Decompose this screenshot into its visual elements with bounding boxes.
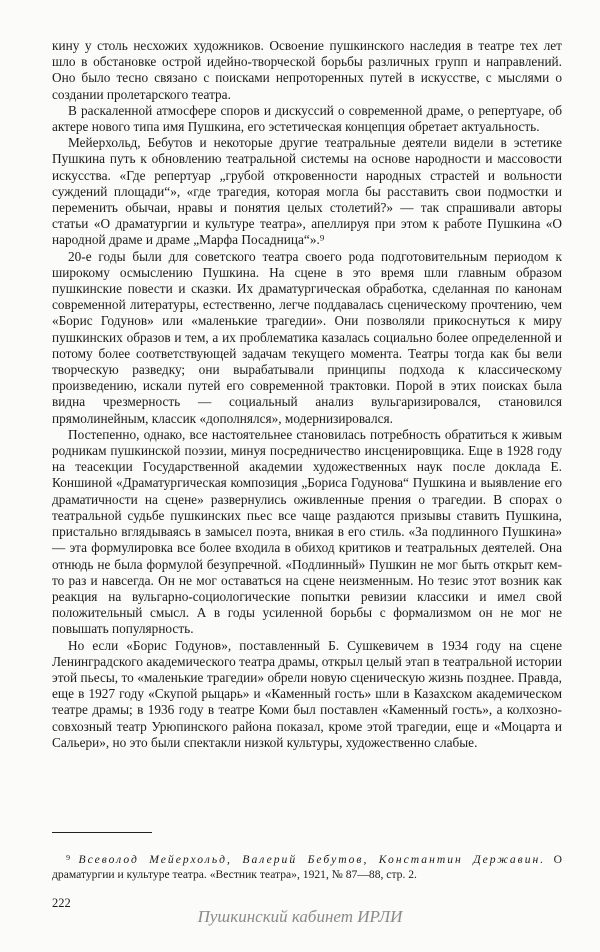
page-number: 222 xyxy=(52,896,71,910)
watermark: Пушкинский кабинет ИРЛИ xyxy=(197,907,403,926)
page-body xyxy=(52,38,562,751)
paragraph-3: Мейерхольд, Бебутов и некоторые другие театральные деятели видели в эстетике Пушкина путь к обновлению театральной системы на основе народности и массовости искусства. «Где репертуар „грубой откровенности народных страстей и вольности суждений площади“», «где трагедия, которая могла бы расставить свои подмостки и переменить обычаи, нравы и понятия целых столетий?» — так спрашивали авторы статьи «О драматургии и культуре театра», апеллируя при этом к работе Пушкина «О народной драме и драме „Марфа Посадница“».⁹ xyxy=(52,135,562,248)
footnote-authors: Всеволод Мейерхольд, Валерий Бебутов, Константин Державин. xyxy=(78,853,546,866)
paragraph-6: Но если «Борис Годунов», поставленный Б. Сушкевичем в 1934 году на сцене Ленинградского академического театра драмы, открыл целый этап в театральной истории этой пьесы, то «маленькие трагедии» обрели новую сценическую жизнь позднее. Правда, еще в 1927 году «Скупой рыцарь» и «Каменный гость» шли в Казахском академическом театре драмы; в 1936 году в театре Коми был поставлен «Каменный гость», а колхозно-совхозный театр Урюпинского района показал, кроме этой трагедии, еще и «Моцарта и Сальери», но это были спектакли низкой культуры, художественно слабые. xyxy=(52,637,562,750)
footnote-title: О драматургии и культуре театра. xyxy=(52,853,562,881)
footnote xyxy=(52,852,562,882)
footnote-source: «Вестник театра», 1921, № 87—88, стр. 2. xyxy=(209,868,417,881)
paragraph-2: В раскаленной атмосфере споров и дискуссий о современной драме, о репертуаре, об актере нового типа имя Пушкина, его эстетическая концепция обретает актуальность. xyxy=(52,102,562,135)
paragraph-1: кину у столь несхожих художников. Освоение пушкинского наследия в театре тех лет шло в обстановке острой идейно-творческой борьбы различных групп и направлений. Оно было тесно связано с поисками непроторенных путей в искусстве, с мыслями о создании пролетарского театра. xyxy=(52,38,562,102)
footnote-divider xyxy=(52,832,152,833)
paragraph-5: Постепенно, однако, все настоятельнее становилась потребность обратиться к живым родникам пушкинской поэзии, минуя посредничество инсценировщика. Еще в 1928 году на теасекции Государственной академии художественных наук после доклада Е. Коншиной «Драматургическая композиция „Бориса Годунова“ Пушкина и выявление его драматичности на сцене» развернулись оживленные прения о трагедии. В спорах о театральной судьбе пушкинских пьес все чаще раздаются призывы ставить Пушкина, пристально вглядываясь в замысел поэта, вникая в его стиль. «За подлинного Пушкина» — эта формулировка все более входила в обиход критиков и театральных деятелей. Она отнюдь не была формулой безупречной. «Подлинный» Пушкин не мог быть открыт кем-то раз и навсегда. Он не мог оставаться на сцене неизменным. Но тезис этот возник как реакция на вульгарно-социологические попытки ревизии классики и имел свой положительный смысл. А в годы усиленной борьбы с формализмом он не мог не повышать популярность. xyxy=(52,426,562,637)
footnote-marker: ⁹ xyxy=(66,853,71,866)
paragraph-4: 20-е годы были для советского театра своего рода подготовительным периодом к широкому осмыслению Пушкина. На сцене в это время шли главным образом пушкинские повести и сказки. Их драматургическая обработка, сделанная по канонам современной литературы, естественно, легче поддавалась сценическому прочтению, чем «Борис Годунов» или «маленькие трагедии». Они позволяли прикоснуться к миру пушкинских образов и тем, а их проблематика казалась социально более определенной и потому более соответствующей задачам текущего момента. Театры тогда как бы вели творческую разведку; они вырабатывали принципы подхода к классическому произведению, искали путей его современной трактовки. Порой в этих поисках была видна чрезмерность — социальный анализ вульгаризировался, становился прямолинейным, классик «дополнялся», модернизировался. xyxy=(52,248,562,426)
